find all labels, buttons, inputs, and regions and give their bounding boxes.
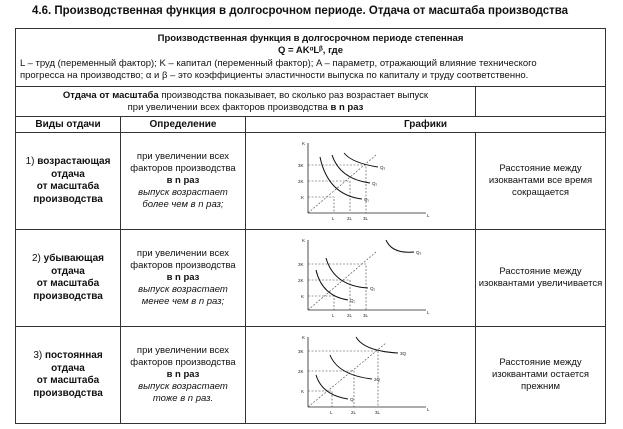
q-label: Q <box>349 397 354 402</box>
axis-l-label: L <box>426 407 430 412</box>
note-cell: Расстояние между изоквантами остается прежним <box>476 327 606 424</box>
l-tick: 2L <box>346 216 352 221</box>
page-title: 4.6. Производственная функция в долгосрочном периоде. Отдача от масштаба производства <box>32 5 569 17</box>
k-tick: K <box>300 195 304 200</box>
q-label: 3Q <box>399 351 406 356</box>
definition-cell <box>121 327 246 424</box>
definition-cell <box>121 133 246 230</box>
l-tick: 2L <box>350 410 356 415</box>
l-tick: L <box>329 410 333 415</box>
kind-line: от масштаба <box>36 375 100 386</box>
row-increasing <box>16 133 606 230</box>
graph-cell <box>246 230 476 327</box>
kind-line: отдача <box>51 168 85 180</box>
k-tick: 3K <box>297 262 304 267</box>
isoquant-q1 <box>316 270 348 300</box>
intro-formula: Q = AKᵅLᵝ, где <box>278 45 343 56</box>
q-label: Q₃ <box>415 250 421 255</box>
def-line: факторов производства <box>130 357 236 368</box>
def-line: при увеличении всех <box>136 248 230 259</box>
axis-l-label: L <box>426 213 430 218</box>
scale-def-line2: при увеличении всех факторов производства <box>127 101 328 113</box>
scale-term: Отдача от масштаба <box>62 89 159 101</box>
grid-1 <box>308 197 334 213</box>
axis-k-label: K <box>301 141 305 146</box>
q-label: 2Q <box>373 377 380 382</box>
kind-cell <box>16 133 121 230</box>
scale-def-n: в n раз <box>327 101 364 113</box>
graph-cell <box>246 327 476 424</box>
isoquant-graph-constant <box>286 331 436 419</box>
q-label: Q₁ <box>363 197 369 202</box>
header-kinds: Виды отдачи <box>16 117 121 133</box>
def-line: факторов производства <box>130 260 236 271</box>
intro-heading: Производственная функция в долгосрочном периоде степенная <box>157 32 464 44</box>
kind-line: отдача <box>51 265 85 277</box>
k-tick: 2K <box>297 369 304 374</box>
def-line: выпуск возрастает <box>138 187 228 198</box>
axis-k-label: K <box>301 238 305 243</box>
kind-num: 1) <box>25 156 35 167</box>
grid-1 <box>308 296 334 310</box>
kind-line: от масштаба <box>36 181 100 192</box>
k-tick: 2K <box>297 278 304 283</box>
grid-3 <box>308 351 378 407</box>
row-constant <box>16 327 606 424</box>
isoquant-q1 <box>320 157 362 199</box>
def-n: в n раз <box>166 175 200 186</box>
returns-to-scale-table <box>15 28 606 424</box>
q-label: Q₂ <box>371 181 377 186</box>
axis-k-label: K <box>301 335 305 340</box>
scale-def-line1: производства показывает, во сколько раз возрастает выпуск <box>158 89 429 101</box>
scale-definition <box>16 87 476 117</box>
l-tick: L <box>331 216 335 221</box>
kind-line: отдача <box>51 362 85 374</box>
q-label: Q₃ <box>379 165 385 170</box>
kind-bold: возрастающая <box>37 156 111 167</box>
graph-cell <box>246 133 476 230</box>
grid-2 <box>308 280 350 310</box>
k-tick: K <box>300 294 304 299</box>
grid-1 <box>308 391 332 407</box>
l-tick: 3L <box>374 410 380 415</box>
def-line: более чем в n раз; <box>142 199 224 210</box>
kind-cell <box>16 230 121 327</box>
intro-text-b: прогресса на производство; α и β – это коэффициенты эластичности выпуска по капиталу и труду соответственно. <box>20 70 529 81</box>
production-function-intro <box>16 29 606 87</box>
def-line: выпуск возрастает <box>138 381 228 392</box>
def-line: факторов производства <box>130 163 236 174</box>
def-n: в n раз <box>166 369 200 380</box>
def-line: при увеличении всех <box>136 345 230 356</box>
scale-empty-cell <box>476 87 606 117</box>
k-tick: K <box>300 389 304 394</box>
kind-num: 3) <box>33 350 43 361</box>
ray <box>308 343 386 407</box>
axis-l-label: L <box>426 310 430 315</box>
def-line: менее чем в n раз; <box>141 296 225 307</box>
kind-cell <box>16 327 121 424</box>
k-tick: 3K <box>297 163 304 168</box>
definition-cell <box>121 230 246 327</box>
intro-text-a: L – труд (переменный фактор); K – капитал (переменный фактор); A – параметр, отражающий влияние технического <box>20 57 537 69</box>
header-definition: Определение <box>121 117 246 133</box>
kind-line: производства <box>33 290 103 302</box>
l-tick: 3L <box>362 313 368 318</box>
isoquant-q3 <box>386 240 414 252</box>
isoquant-graph-increasing <box>286 137 436 225</box>
note-cell: Расстояние между изоквантами увеличивается <box>476 230 606 327</box>
header-graphs: Графики <box>246 117 606 133</box>
note-cell: Расстояние между изоквантами все время сокращается <box>476 133 606 230</box>
q-label: Q₁ <box>349 298 355 303</box>
def-n: в n раз <box>166 272 200 283</box>
l-tick: L <box>331 313 335 318</box>
kind-bold: убывающая <box>43 253 105 264</box>
isoquant-graph-decreasing <box>286 234 436 322</box>
def-line: тоже в n раз. <box>152 393 214 404</box>
row-decreasing <box>16 230 606 327</box>
k-tick: 2K <box>297 179 304 184</box>
kind-bold: постоянная <box>45 350 103 361</box>
k-tick: 3K <box>297 349 304 354</box>
isoquant-q2 <box>326 258 368 288</box>
l-tick: 2L <box>346 313 352 318</box>
def-line: при увеличении всех <box>136 151 230 162</box>
def-line: выпуск возрастает <box>138 284 228 295</box>
l-tick: 3L <box>362 216 368 221</box>
kind-line: производства <box>33 193 103 205</box>
kind-line: от масштаба <box>36 278 100 289</box>
q-label: Q₂ <box>369 286 375 291</box>
kind-num: 2) <box>31 253 41 264</box>
kind-line: производства <box>33 387 103 399</box>
isoquant-q2 <box>330 355 372 379</box>
